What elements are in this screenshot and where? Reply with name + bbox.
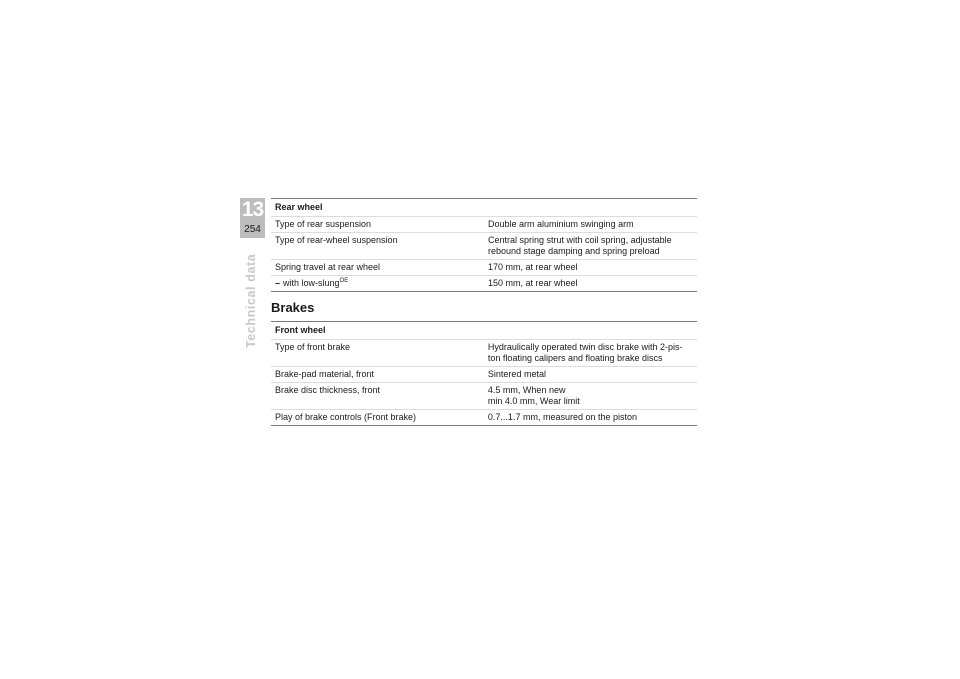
spec-value [484,367,697,383]
spec-label [271,276,484,292]
spec-label-text: with low-slung [283,278,340,288]
spec-label: Spring travel at rear wheel [271,260,484,276]
table-row [271,410,697,426]
table-row [271,383,697,410]
spec-value [484,410,697,426]
spec-value-line: 4.5 mm, When new [487,385,566,395]
table-row [271,217,697,233]
front-brake-table [271,321,697,426]
page-number: 254 [244,224,261,235]
dash-marker: – [275,278,281,288]
spec-value [484,383,697,410]
spec-label: Brake-pad material, front [271,367,484,383]
spec-value-line: Double arm aluminium swinging arm [488,219,634,229]
spec-value [484,276,697,292]
table-heading-row [271,322,697,340]
spec-value-line: 0.7...1.7 mm, measured on the piston [487,412,638,422]
table-row [271,260,697,276]
spec-value-line: Central spring strut with coil spring, adjustable [488,235,672,245]
spec-value-line: min 4.0 mm, Wear limit [487,396,580,406]
table-row [271,367,697,383]
brakes-section-title: Brakes [271,300,315,315]
chapter-number: 13 [241,198,264,221]
front-wheel-heading: Front wheel [271,322,697,340]
oe-superscript: OE [339,278,349,284]
table-heading-row [271,199,697,217]
spec-value [484,217,697,233]
spec-value-line: ton floating calipers and floating brake discs [487,353,663,363]
spec-label: Play of brake controls (Front brake) [271,410,484,426]
table-row [271,233,697,260]
spec-value [484,233,697,260]
spec-label: Type of rear suspension [271,217,484,233]
chapter-title: Technical data [244,253,258,348]
spec-value-line: rebound stage damping and spring preload [488,246,660,256]
spec-value-line: 150 mm, at rear wheel [488,278,578,288]
chapter-tab [240,198,265,238]
spec-label: Type of front brake [271,340,484,367]
spec-label: Type of rear-wheel suspension [271,233,484,260]
spec-value-line: 170 mm, at rear wheel [488,262,578,272]
spec-value [484,260,697,276]
rear-wheel-table [271,198,697,292]
rear-wheel-heading: Rear wheel [271,199,697,217]
spec-value-line: Hydraulically operated twin disc brake with 2-pis- [487,342,683,352]
spec-value [484,340,697,367]
spec-label: Brake disc thickness, front [271,383,484,410]
spec-value-line: Sintered metal [487,369,546,379]
table-row [271,276,697,292]
page-content [271,198,697,426]
table-row [271,340,697,367]
